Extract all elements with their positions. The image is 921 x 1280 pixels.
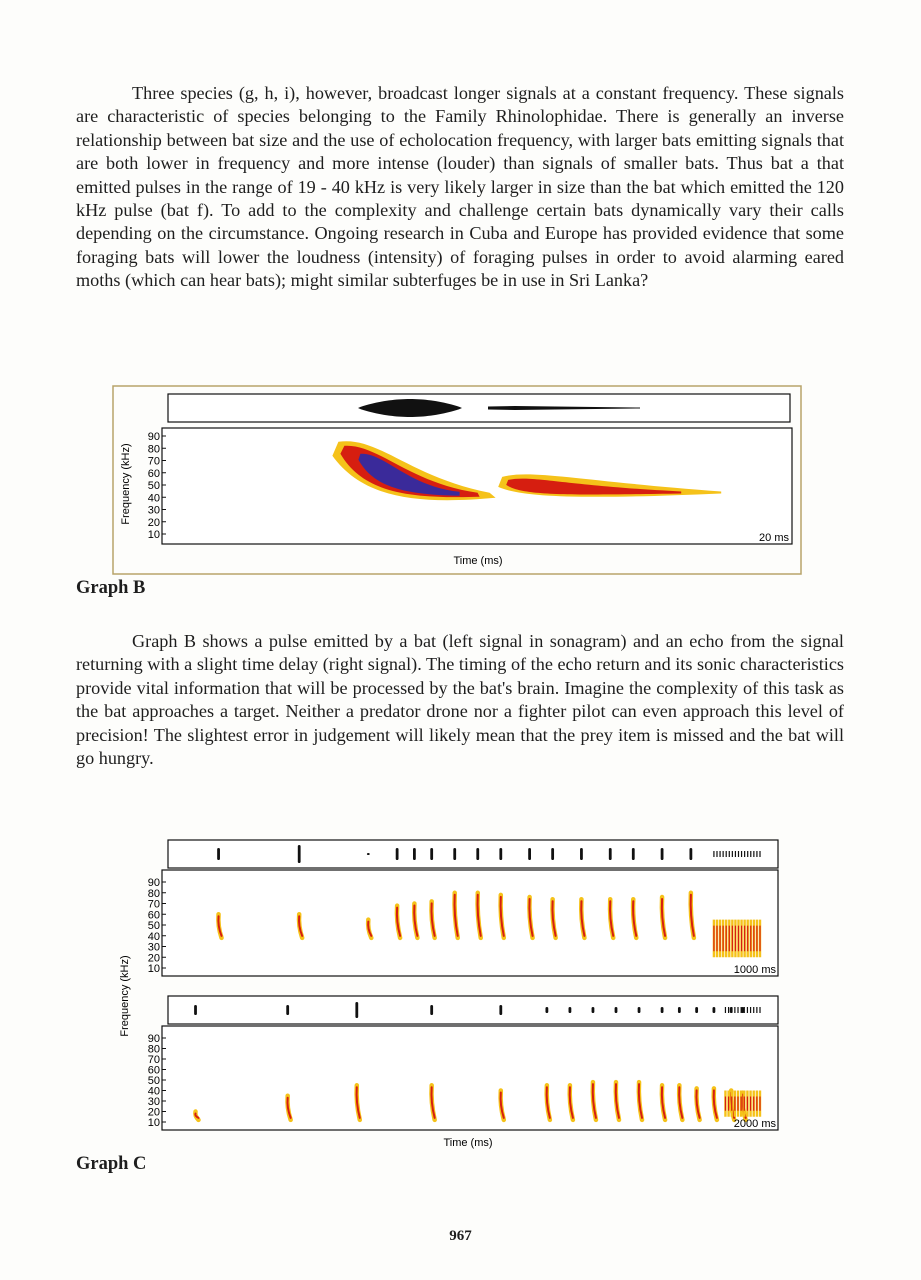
graph-c-top-waveform-buzz (716, 851, 717, 857)
graph-c-top-waveform-tick (551, 848, 554, 860)
graph-c-bottom-waveform-buzz (747, 1007, 748, 1013)
graph-c-top-waveform-buzz (735, 851, 736, 857)
graph-c-top-ytick-label: 20 (147, 952, 160, 965)
graph-c-top-ytick-label: 10 (147, 963, 160, 975)
graph-b-ytick-label: 10 (147, 529, 160, 541)
graph-c-bottom-waveform-buzz (725, 1007, 726, 1013)
graph-c-top-waveform-buzz (732, 851, 733, 857)
graph-c-bottom-waveform-tick (545, 1007, 548, 1013)
graph-b-waveform-panel (168, 394, 790, 422)
graph-c-top-ytick-label: 80 (147, 887, 160, 900)
graph-c-top-waveform-tick (367, 853, 370, 855)
graph-c-bottom-ytick-label: 10 (147, 1117, 160, 1129)
graph-c-top-waveform-buzz (744, 851, 745, 857)
graph-c-top-waveform-buzz (756, 851, 757, 857)
graph-c-bottom-waveform-tick (713, 1007, 716, 1013)
graph-c-top-waveform-tick (413, 848, 416, 860)
graph-b-ytick-label: 90 (147, 431, 160, 443)
graph-c-bottom-ytick-label: 80 (147, 1043, 160, 1056)
paragraph-intro: Three species (g, h, i), however, broadcast longer signals at a constant frequency. These signals are characteristic of species belonging to the Family Rhinolophidae. There is generally an inverse relationship between bat size and the use of echolocation frequency, with larger bats emitting signals that are both lower in frequency and more intense (louder) than signals of smaller bats. Thus bat a that emitted pulses in the range of 19 - 40 kHz is very likely larger in size than the bat which emitted the 120 kHz pulse (bat f). To add to the complexity and challenge certain bats dynamically vary their calls depending on the circumstance. Ongoing research in Cuba and Europe has provided evidence that some foraging bats will lower the loudness (intensity) of foraging pulses in order to avoid alarming eared moths (which can hear bats); might similar subterfuges be in use in Sri Lanka? (76, 83, 844, 291)
graph-c-top-spectrogram-panel (162, 870, 778, 976)
graph-c-top-ytick-label: 30 (147, 941, 160, 954)
graph-c-bottom-waveform-tick (194, 1005, 197, 1015)
graph-c-bottom-waveform-tick (695, 1007, 698, 1013)
graph-c-top-waveform-tick (476, 848, 479, 860)
graph-c-top-waveform-buzz (738, 851, 739, 857)
graph-b-sonagram (0, 384, 921, 579)
graph-c-bottom-waveform-tick (638, 1007, 641, 1013)
graph-c-top-waveform-buzz (723, 851, 724, 857)
graph-b-xlabel: Time (ms) (453, 555, 503, 567)
graph-c-top-waveform-tick (298, 845, 301, 863)
graph-c-caption: Graph C (76, 1154, 147, 1174)
graph-c-top-waveform-tick (689, 848, 692, 860)
graph-c-bottom-ytick-label: 90 (147, 1033, 160, 1045)
graph-c-bottom-waveform-tick (661, 1007, 664, 1013)
graph-c-top-waveform-tick (661, 848, 664, 860)
graph-b-scale-label: 20 ms (759, 532, 789, 544)
graph-c-top-waveform-tick (453, 848, 456, 860)
graph-c-top-waveform-tick (217, 848, 220, 860)
graph-b-ytick-label: 40 (147, 492, 160, 505)
graph-c-bottom-ytick-label: 70 (147, 1054, 160, 1066)
graph-c-top-ytick-label: 50 (147, 920, 160, 932)
graph-c-top-waveform-buzz (750, 851, 751, 857)
graph-c-bottom-waveform-tick (286, 1005, 289, 1015)
graph-c-top-ytick-label: 90 (147, 877, 160, 889)
graph-c-bottom-ytick-label: 60 (147, 1064, 160, 1077)
graph-c-top-waveform-tick (609, 848, 612, 860)
graph-c-top-waveform-buzz (713, 851, 714, 857)
page-number: 967 (449, 1228, 472, 1244)
graph-b-ytick-label: 50 (147, 480, 160, 492)
graph-b-ytick-label: 70 (147, 455, 160, 468)
graph-c-bottom-waveform-buzz (744, 1007, 745, 1013)
graph-c-bottom-waveform-tick (615, 1007, 618, 1013)
graph-c-top-waveform-buzz (753, 851, 754, 857)
graph-c-top-waveform-buzz (726, 851, 727, 857)
graph-c-bottom-waveform-tick (499, 1005, 502, 1015)
graph-c-top-waveform-buzz (719, 851, 720, 857)
graph-c-bottom-waveform-buzz (737, 1007, 738, 1013)
graph-c-bottom-ytick-label: 40 (147, 1085, 160, 1098)
graph-c-top-ytick-label: 60 (147, 909, 160, 922)
graph-b-ytick-label: 20 (147, 516, 160, 529)
graph-c-bottom-ytick-label: 50 (147, 1075, 160, 1087)
graph-c-bottom-waveform-buzz (731, 1007, 732, 1013)
graph-c-bottom-ytick-label: 20 (147, 1106, 160, 1119)
graph-c-bottom-waveform-tick (678, 1007, 681, 1013)
graph-c-bottom-waveform-buzz (753, 1007, 754, 1013)
graph-c-top-waveform-tick (499, 848, 502, 860)
graph-c-bottom-waveform-tick (592, 1007, 595, 1013)
graph-c-top-ytick-label: 70 (147, 898, 160, 911)
graph-c-top-waveform-buzz (741, 851, 742, 857)
graph-c-top-waveform-panel (168, 840, 778, 868)
graph-c-bottom-waveform-tick (355, 1002, 358, 1018)
graph-c-bottom-ytick-label: 30 (147, 1096, 160, 1108)
graph-c-bottom-scale-label: 2000 ms (733, 1118, 776, 1130)
graph-c-top-waveform-tick (430, 848, 433, 860)
graph-c-bottom-waveform-panel (168, 996, 778, 1024)
graph-b-spectrogram-panel (162, 428, 792, 544)
graph-c-bottom-waveform-buzz (756, 1007, 757, 1013)
graph-c-bottom-waveform-buzz (750, 1007, 751, 1013)
graph-c-xlabel: Time (ms) (443, 1137, 493, 1149)
graph-b-ytick-label: 80 (147, 443, 160, 456)
graph-c-bottom-spectrogram-panel (162, 1026, 778, 1130)
graph-c-top-waveform-buzz (759, 851, 760, 857)
graph-c-bottom-waveform-buzz (734, 1007, 735, 1013)
graph-b-ytick-label: 30 (147, 504, 160, 517)
graph-c-top-waveform-tick (396, 848, 399, 860)
graph-c-top-waveform-buzz (747, 851, 748, 857)
graph-b-ytick-label: 60 (147, 467, 160, 480)
graph-c-top-waveform-tick (632, 848, 635, 860)
paragraph-echo: Graph B shows a pulse emitted by a bat (left signal in sonagram) and an echo from the signal returning with a slight time delay (right signal). The timing of the echo return and its sonic characteristics provide vital information that will be processed by the bat's brain. Imagine the complexity of this task as the bat approaches a target. Neither a predator drone nor a fighter pilot can even approach this level of precision! The slightest error in judgement will likely mean that the prey item is missed and the bat will go hungry. (76, 631, 844, 769)
graph-c-bottom-waveform-buzz (728, 1007, 729, 1013)
graph-c-bottom-waveform-tick (569, 1007, 572, 1013)
graph-c-top-waveform-tick (580, 848, 583, 860)
graph-c-bottom-waveform-tick (430, 1005, 433, 1015)
graph-c-top-scale-label: 1000 ms (733, 964, 776, 976)
graph-c-bottom-waveform-buzz (741, 1007, 742, 1013)
graph-c-top-waveform-tick (528, 848, 531, 860)
graph-b-ylabel: Frequency (kHz) (120, 443, 132, 525)
graph-b-caption: Graph B (76, 578, 146, 598)
graph-c-top-waveform-buzz (729, 851, 730, 857)
graph-c-ylabel: Frequency (kHz) (119, 955, 131, 1037)
graph-c-top-ytick-label: 40 (147, 930, 160, 943)
graph-c-sonagram (0, 836, 921, 1156)
graph-c-bottom-waveform-buzz (759, 1007, 760, 1013)
